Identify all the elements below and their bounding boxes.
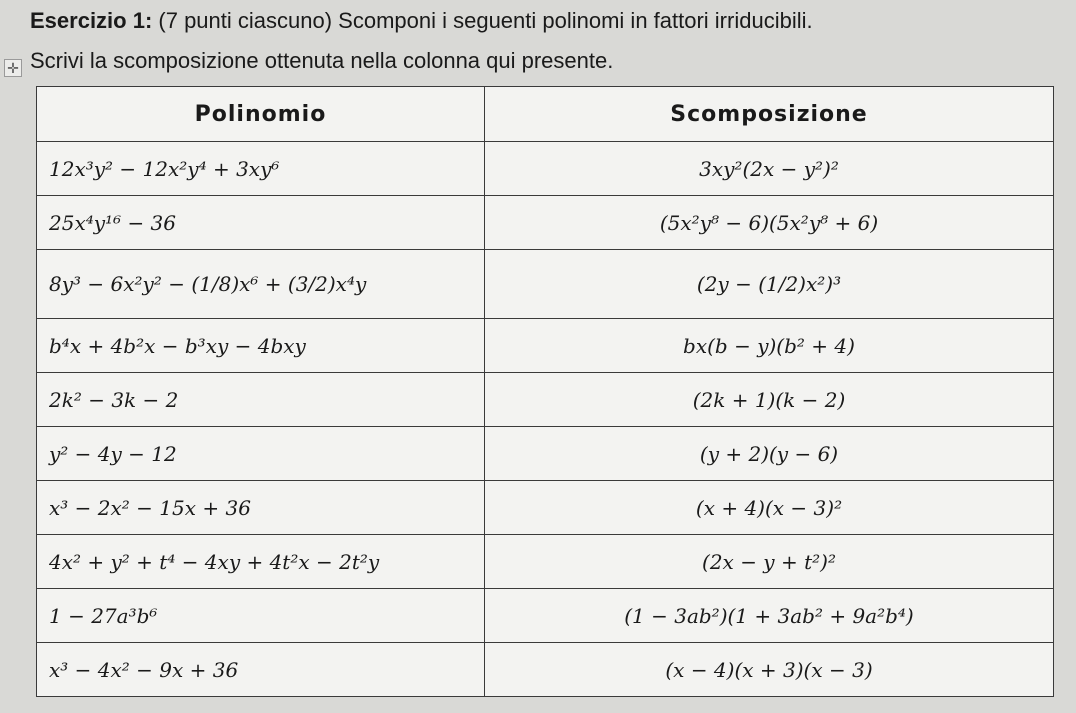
- table-row: [37, 427, 1054, 481]
- decomposition-cell[interactable]: (x − 4)(x + 3)(x − 3): [485, 643, 1054, 697]
- polynomial-cell: 8y³ − 6x²y² − (1/8)x⁶ + (3/2)x⁴y: [37, 250, 485, 319]
- table-row: [37, 481, 1054, 535]
- polynomial-cell: b⁴x + 4b²x − b³xy − 4bxy: [37, 319, 485, 373]
- decomposition-cell[interactable]: 3xy²(2x − y²)²: [485, 142, 1054, 196]
- polynomial-cell: 12x³y² − 12x²y⁴ + 3xy⁶: [37, 142, 485, 196]
- decomposition-cell[interactable]: (5x²y⁸ − 6)(5x²y⁸ + 6): [485, 196, 1054, 250]
- polynomial-cell: x³ − 4x² − 9x + 36: [37, 643, 485, 697]
- header-polinomio: Polinomio: [37, 87, 485, 142]
- polynomial-cell: x³ − 2x² − 15x + 36: [37, 481, 485, 535]
- header-scomposizione: Scomposizione: [485, 87, 1054, 142]
- table-row: [37, 535, 1054, 589]
- decomposition-cell[interactable]: bx(b − y)(b² + 4): [485, 319, 1054, 373]
- exercise-title: [30, 8, 813, 34]
- decomposition-cell[interactable]: (1 − 3ab²)(1 + 3ab² + 9a²b⁴): [485, 589, 1054, 643]
- table-row: [37, 250, 1054, 319]
- table-row: [37, 196, 1054, 250]
- decomposition-cell[interactable]: (x + 4)(x − 3)²: [485, 481, 1054, 535]
- polynomial-cell: 4x² + y² + t⁴ − 4xy + 4t²x − 2t²y: [37, 535, 485, 589]
- polynomial-cell: 1 − 27a³b⁶: [37, 589, 485, 643]
- decomposition-cell[interactable]: (y + 2)(y − 6): [485, 427, 1054, 481]
- exercise-subinstructions: Scrivi la scomposizione ottenuta nella colonna qui presente.: [30, 48, 614, 73]
- exercise-instructions: (7 punti ciascuno) Scomponi i seguenti polinomi in fattori irriducibili.: [152, 8, 813, 33]
- exercise-table: [36, 86, 1054, 697]
- table-header-row: [37, 87, 1054, 142]
- table-row: [37, 643, 1054, 697]
- decomposition-cell[interactable]: (2y − (1/2)x²)³: [485, 250, 1054, 319]
- decomposition-cell[interactable]: (2k + 1)(k − 2): [485, 373, 1054, 427]
- decomposition-cell[interactable]: (2x − y + t²)²: [485, 535, 1054, 589]
- polynomial-cell: 2k² − 3k − 2: [37, 373, 485, 427]
- table-move-handle-icon[interactable]: ✛: [4, 59, 22, 77]
- table-row: [37, 373, 1054, 427]
- polynomial-cell: 25x⁴y¹⁶ − 36: [37, 196, 485, 250]
- table-row: [37, 589, 1054, 643]
- table-row: [37, 142, 1054, 196]
- table-row: [37, 319, 1054, 373]
- polynomial-cell: y² − 4y − 12: [37, 427, 485, 481]
- exercise-label: Esercizio 1:: [30, 8, 153, 33]
